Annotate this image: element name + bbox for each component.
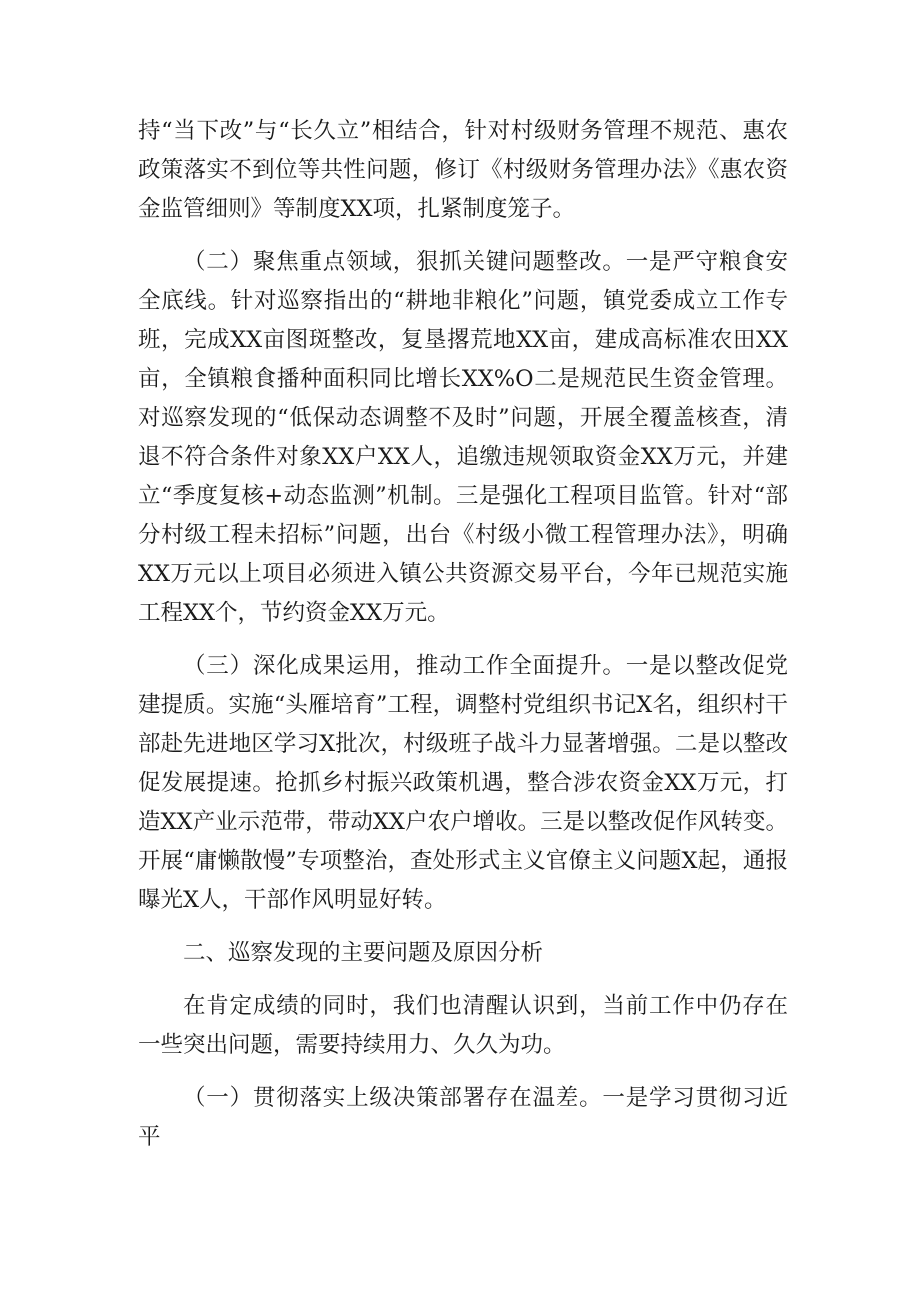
paragraph-section-3: （三）深化成果运用，推动工作全面提升。一是以整改促党建提质。实施“头雁培育”工程，调整村党组织书记X名，组织村干部赴先进地区学习X批次，村级班子战斗力显著增强。二是以整改促发展提速。抢抓乡村振兴政策机遇，整合涉农资金XX万元，打造XX产业示范带，带动XX户农户增收。三是以整改促作风转变。开展“庸懒散慢”专项整治，查处形式主义官僚主义问题X起，通报曝光X人，干部作风明显好转。 [138, 653, 788, 913]
paragraph-continuation: 持“当下改”与“长久立”相结合，针对村级财务管理不规范、惠农政策落实不到位等共性问题，修订《村级财务管理办法》《惠农资金监管细则》等制度XX项，扎紧制度笼子。 [138, 118, 788, 222]
paragraph-intro-problems: 在肯定成绩的同时，我们也清醒认识到，当前工作中仍存在一些突出问题，需要持续用力、久久为功。 [138, 993, 788, 1058]
section-heading-problems: 二、巡察发现的主要问题及原因分析 [183, 940, 544, 966]
paragraph-problem-1: （一）贯彻落实上级决策部署存在温差。一是学习贯彻习近平 [138, 1085, 788, 1150]
document-body [138, 112, 788, 1157]
paragraph-section-2: （二）聚焦重点领域，狠抓关键问题整改。一是严守粮食安全底线。针对巡察指出的“耕地非粮化”问题，镇党委成立工作专班，完成XX亩图斑整改，复垦撂荒地XX亩，建成高标准农田XX亩，全镇粮食播种面积同比增长XX%O二是规范民生资金管理。对巡察发现的“低保动态调整不及时”问题，开展全覆盖核查，清退不符合条件对象XX户XX人，追缴违规领取资金XX万元，并建立“季度复核+动态监测”机制。三是强化工程项目监管。针对“部分村级工程未招标”问题，出台《村级小微工程管理办法》，明确XX万元以上项目必须进入镇公共资源交易平台，今年已规范实施工程XX个，节约资金XX万元。 [138, 249, 788, 626]
